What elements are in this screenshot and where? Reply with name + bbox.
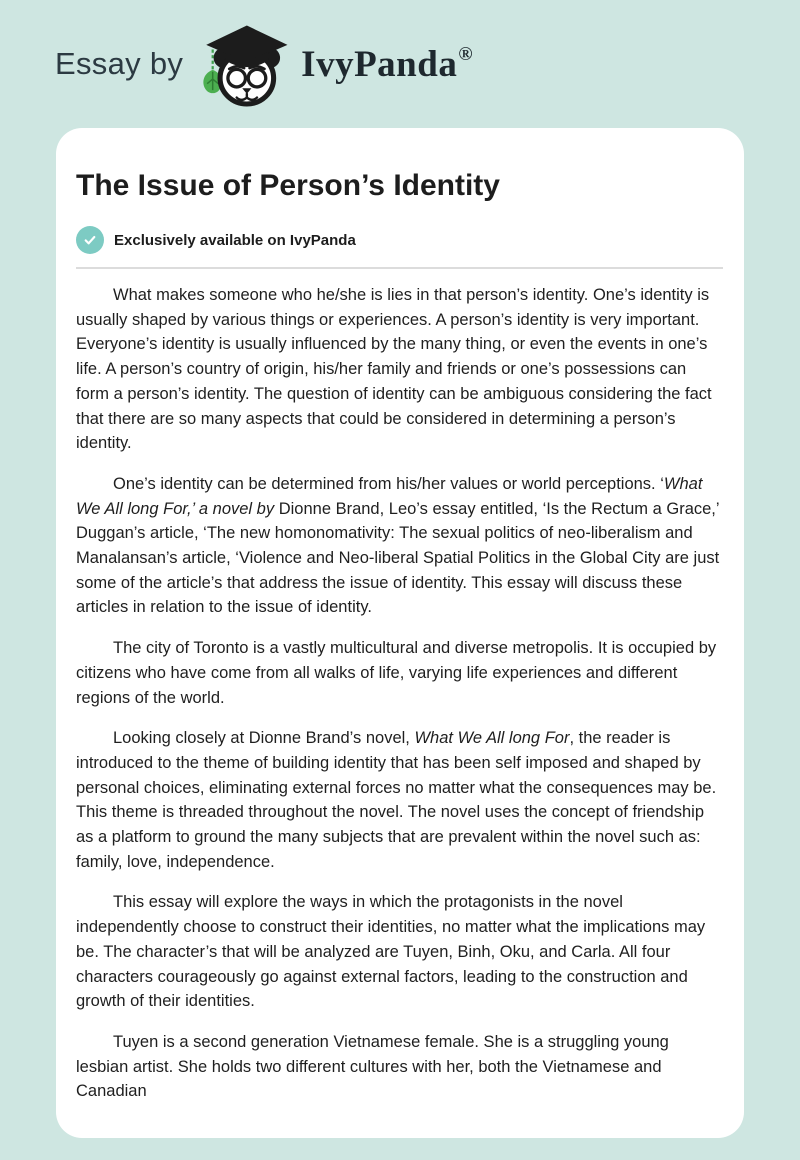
- brand-name: [301, 43, 472, 86]
- essay-paragraph: [76, 1030, 723, 1104]
- essay-text: Tuyen is a second generation Vietnamese female. She is a struggling young lesbian artist. She holds two different cultures with her, both the Vietnamese and Canadian: [76, 1032, 669, 1101]
- header: [0, 0, 800, 128]
- checkmark-icon: [76, 226, 104, 254]
- essay-by-label: Essay by: [55, 46, 184, 81]
- brand-text: IvyPanda: [301, 43, 458, 85]
- essay-paragraph: [76, 726, 723, 874]
- exclusive-badge: [76, 226, 723, 254]
- essay-paragraph: [76, 890, 723, 1014]
- ivypanda-panda-logo-icon: [197, 22, 293, 114]
- essay-text: What makes someone who he/she is lies in that person’s identity. One’s identity is usually shaped by various things or experiences. A person’s identity is very important. Everyone’s identity is usually influenced by the many thing, or even the events in one’s life. A person’s country of origin, his/her family and friends or one’s possessions can form a person’s identity. The question of identity can be ambiguous considering the fact that there are so many aspects that could be considered in determining a person’s identity.: [76, 286, 712, 453]
- page-title: The Issue of Person’s Identity: [76, 169, 500, 202]
- essay-text: One’s identity can be determined from his/her values or world perceptions. ‘: [113, 474, 664, 493]
- essay-text-italic: What We All long For,’ a novel by: [76, 474, 703, 518]
- essay-paragraph: [76, 472, 723, 620]
- exclusive-badge-label: Exclusively available on IvyPanda: [114, 231, 356, 249]
- essay-paragraph: [76, 636, 723, 710]
- essay-body: [76, 283, 723, 1104]
- essay-text: The city of Toronto is a vastly multicultural and diverse metropolis. It is occupied by citizens who have come from all walks of life, varying life experiences and different regions of the world.: [76, 639, 717, 707]
- essay-text-italic: What We All long For: [414, 729, 570, 748]
- essay-text: , the reader is introduced to the theme of building identity that has been self imposed and shaped by personal choices, eliminating external forces no matter what the consequences may be. This theme is threaded throughout the novel. The novel uses the concept of friendship as a platform to ground the many subjects that are prevalent within the novel such as: family, love, independence.: [76, 729, 717, 871]
- registered-mark: ®: [458, 44, 474, 66]
- essay-text: This essay will explore the ways in which the protagonists in the novel independently choose to construct their identities, no matter what the implications may be. The character’s that will be analyzed are Tuyen, Binh, Oku, and Carla. All four characters courageously go against external factors, leading to the construction and growth of their identities.: [76, 893, 706, 1011]
- divider: [76, 267, 723, 269]
- essay-text: Looking closely at Dionne Brand’s novel,: [113, 729, 415, 748]
- essay-text: Dionne Brand, Leo’s essay entitled, ‘Is the Rectum a Grace,’ Duggan’s article, ‘The new homonomativity: The sexual politics of neo-liberalism and Manalansan’s article, ‘Violence and Neo-liberal Spatial Politics in the Global City are just some of the article’s that address the issue of identity. This essay will discuss these articles in relation to the issue of identity.: [76, 499, 720, 617]
- essay-card: [56, 128, 744, 1138]
- essay-paragraph: [76, 283, 723, 456]
